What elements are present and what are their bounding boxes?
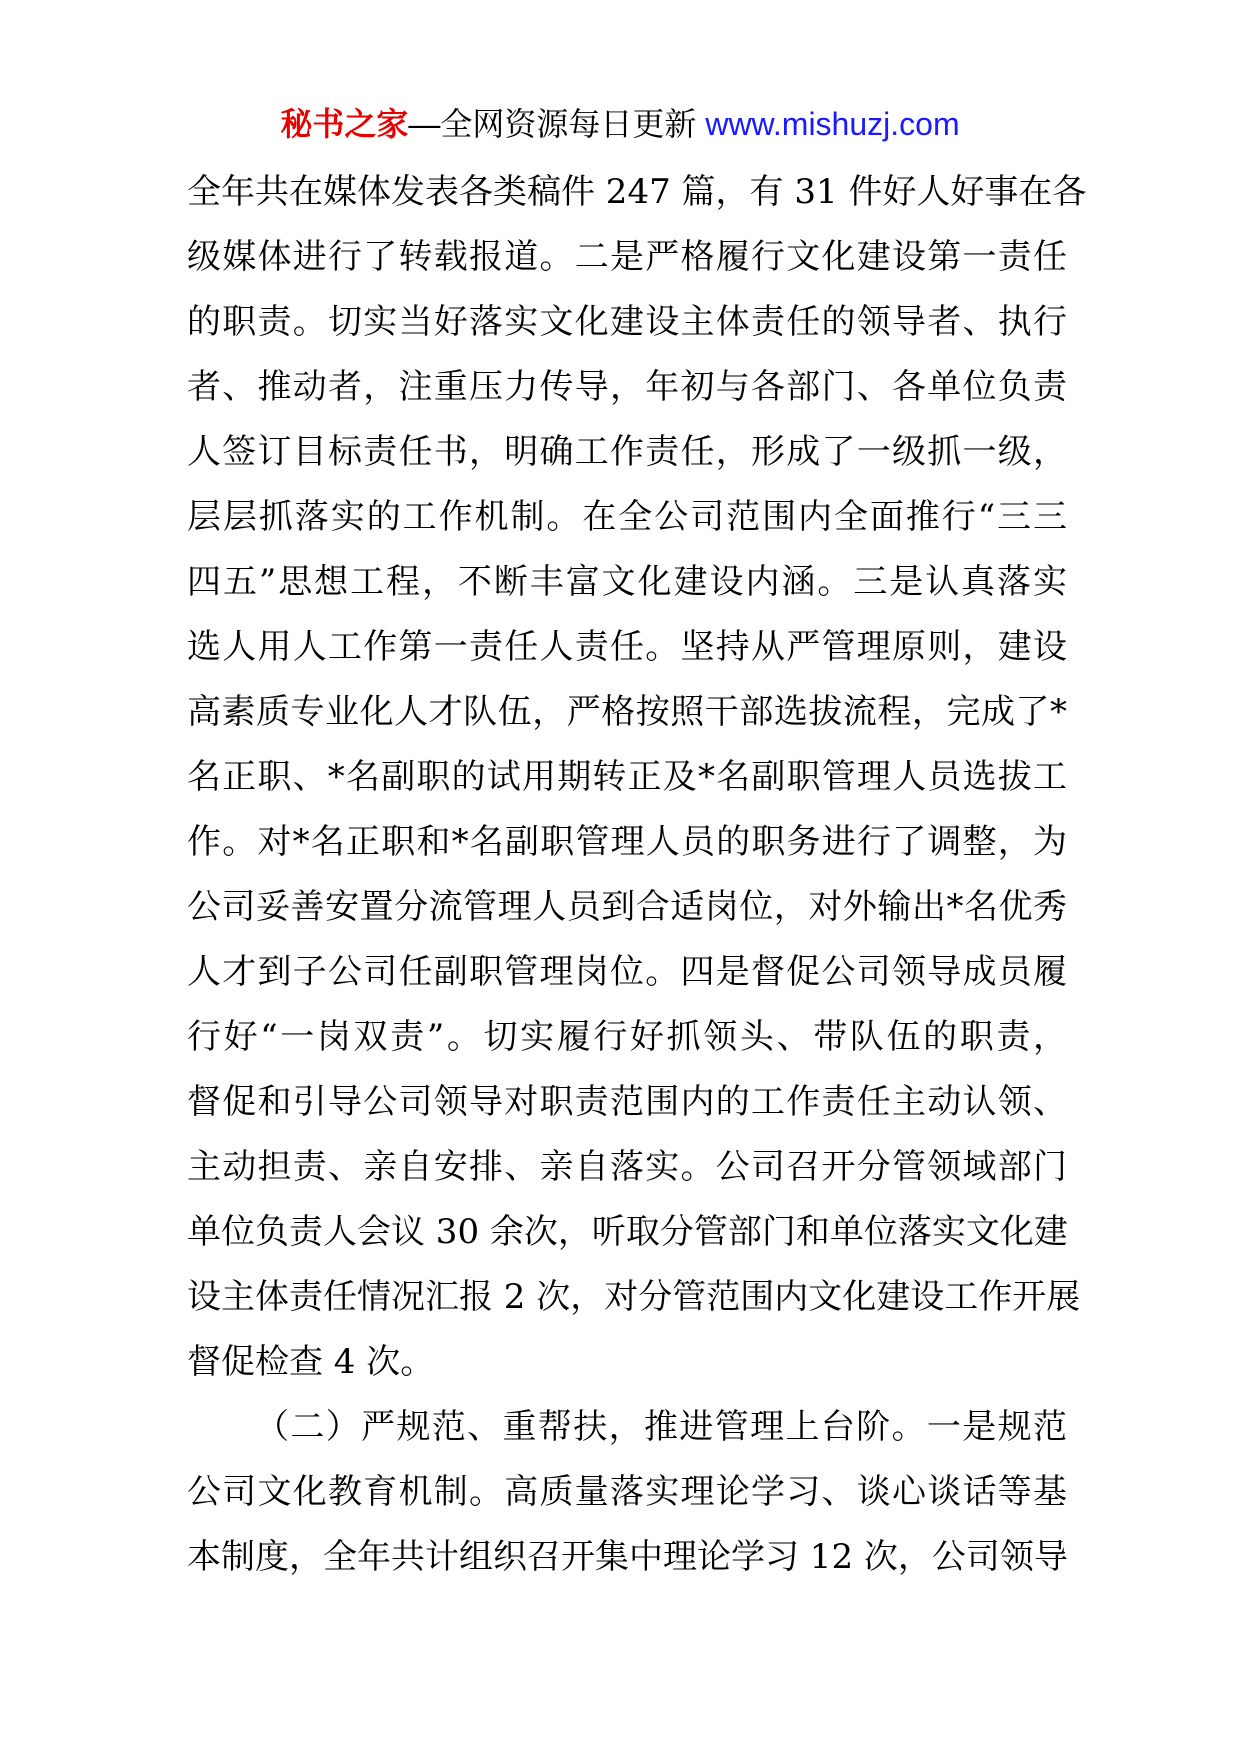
paragraph-2 [187, 1395, 1067, 1590]
text-line: （二）严规范、重帮扶，推进管理上台阶。一是规范 [255, 1407, 1067, 1447]
text-line: 层层抓落实的工作机制。在全公司范围内全面推行“三三 [187, 497, 1067, 537]
text-line: 全年共在媒体发表各类稿件 247 篇，有 31 件好人好事在各 [187, 172, 1087, 212]
site-header [0, 100, 1240, 148]
text-line: 单位负责人会议 30 余次，听取分管部门和单位落实文化建 [187, 1212, 1068, 1252]
text-line: 名正职、*名副职的试用期转正及*名副职管理人员选拔工 [187, 757, 1067, 797]
text-line: 作。对*名正职和*名副职管理人员的职务进行了调整，为 [187, 822, 1067, 862]
header-slogan: —全网资源每日更新 [408, 106, 697, 142]
text-line: 级媒体进行了转载报道。二是严格履行文化建设第一责任 [187, 237, 1067, 277]
header-brand: 秘书之家 [280, 106, 409, 142]
text-line: 的职责。切实当好落实文化建设主体责任的领导者、执行 [187, 302, 1067, 342]
text-line: 行好“一岗双责”。切实履行好抓领头、带队伍的职责， [187, 1017, 1067, 1057]
text-line: 人签订目标责任书，明确工作责任，形成了一级抓一级， [187, 432, 1067, 472]
text-line: 人才到子公司任副职管理岗位。四是督促公司领导成员履 [187, 952, 1067, 992]
header-url-link[interactable]: www.mishuzj.com [705, 106, 960, 142]
text-line: 四五”思想工程，不断丰富文化建设内涵。三是认真落实 [187, 562, 1067, 602]
text-line: 本制度，全年共计组织召开集中理论学习 12 次，公司领导 [187, 1537, 1068, 1577]
text-line: 高素质专业化人才队伍，严格按照干部选拔流程，完成了* [187, 692, 1067, 732]
text-line: 设主体责任情况汇报 2 次，对分管范围内文化建设工作开展 [187, 1277, 1081, 1317]
text-line: 主动担责、亲自安排、亲自落实。公司召开分管领域部门 [187, 1147, 1067, 1187]
text-line: 公司文化教育机制。高质量落实理论学习、谈心谈话等基 [187, 1472, 1067, 1512]
document-body [187, 160, 1087, 1590]
text-line: 公司妥善安置分流管理人员到合适岗位，对外输出*名优秀 [187, 887, 1067, 927]
text-line: 者、推动者，注重压力传导，年初与各部门、各单位负责 [187, 367, 1067, 407]
text-line: 督促和引导公司领导对职责范围内的工作责任主动认领、 [187, 1082, 1067, 1122]
text-line: 督促检查 4 次。 [187, 1342, 435, 1382]
text-line: 选人用人工作第一责任人责任。坚持从严管理原则，建设 [187, 627, 1067, 667]
paragraph-1 [187, 160, 1087, 1395]
